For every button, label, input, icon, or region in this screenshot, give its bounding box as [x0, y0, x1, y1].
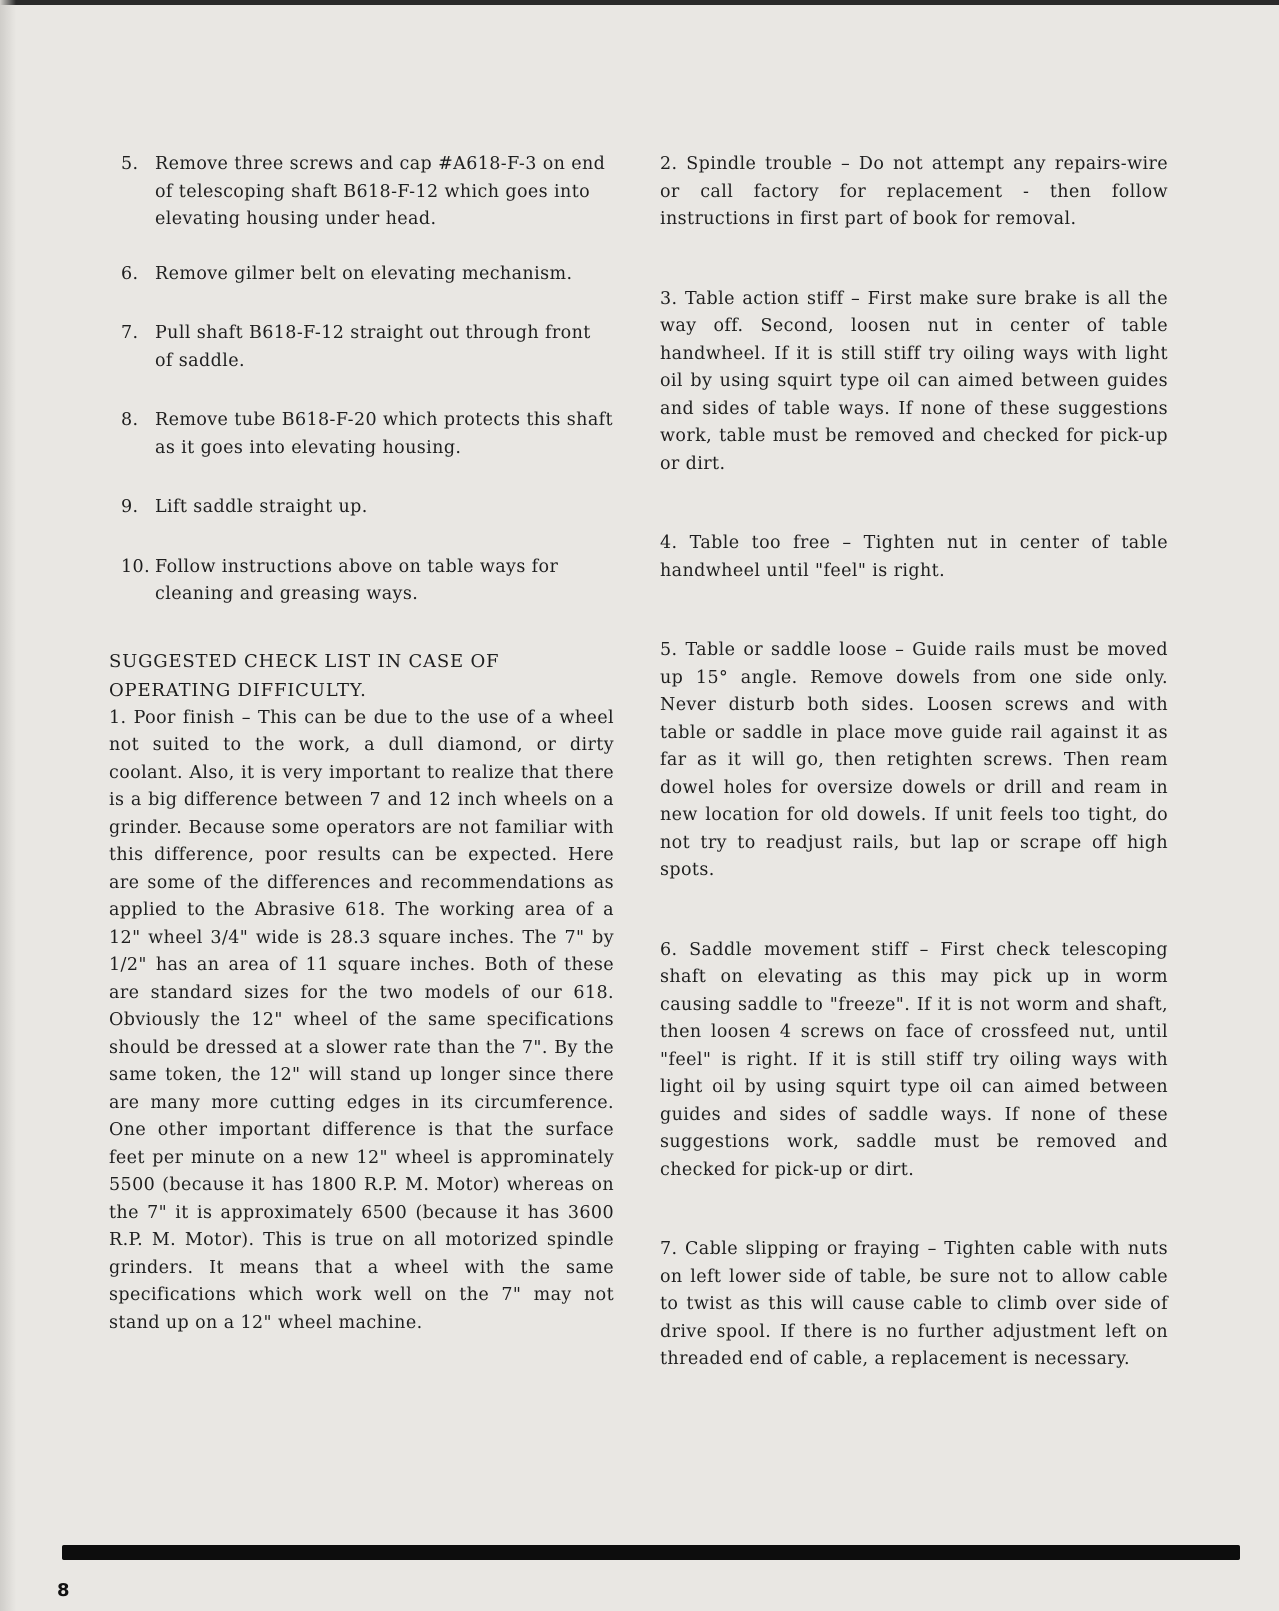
step-item — [109, 554, 614, 609]
step-number: 5. — [121, 154, 139, 174]
step-number: 6. — [121, 263, 139, 284]
step-item — [109, 494, 614, 522]
step-text: Remove gilmer belt on elevating mechanism. — [155, 263, 573, 284]
page-shadow — [0, 0, 16, 1611]
step-number: 8. — [121, 410, 139, 430]
step-item — [109, 407, 614, 462]
step-item — [109, 151, 614, 234]
checklist-heading: SUGGESTED CHECK LIST IN CASE OF OPERATING DIFFICULTY. — [109, 650, 500, 701]
page-number: 8 — [57, 1580, 70, 1601]
step-text: Lift saddle straight up. — [155, 497, 368, 517]
footer-rule — [62, 1545, 1240, 1560]
checklist-item-2: 2. Spindle trouble – Do not attempt any repairs-wire or call factory for replacement - then follow instructions in first part of book for removal. — [660, 154, 1168, 229]
step-number: 10. — [121, 556, 151, 577]
step-item — [109, 320, 614, 375]
checklist-item-5: 5. Table or saddle loose – Guide rails must be moved up 15° angle. Remove dowels from one side only. Never disturb both sides. Loosen screws and with table or saddle in place move guide rail against it as far as it will go, then retighten screws. Then ream dowel holes for oversize dowels or drill and ream in new location for old dowels. If unit feels too tight, do not try to readjust rails, but lap or scrape off high spots. — [660, 640, 1168, 880]
step-item — [109, 261, 614, 289]
checklist-item-6: 6. Saddle movement stiff – First check telescoping shaft on elevating as this may pick up in worm causing saddle to "freeze". If it is not worm and shaft, then loosen 4 screws on face of crossfeed nut, until "feel" is right. If it is still stiff try oiling ways with light oil by using squirt type oil can aimed between guides and sides of saddle ways. If none of these suggestions work, saddle must be removed and checked for pick-up or dirt. — [660, 939, 1168, 1180]
checklist-item-4: 4. Table too free – Tighten nut in center of table handwheel until "feel" is right. — [660, 533, 1168, 581]
top-edge-line — [0, 0, 1279, 5]
step-text: Remove three screws and cap #A618-F-3 on end of telescoping shaft B618-F-12 which goes into elevating housing under head. — [155, 154, 606, 229]
step-number: 7. — [121, 323, 139, 343]
checklist-item-7: 7. Cable slipping or fraying – Tighten cable with nuts on left lower side of table, be sure not to allow cable to twist as this will cause cable to climb over side of drive spool. If there is no further adjustment left on threaded end of cable, a replacement is necessary. — [660, 1239, 1168, 1369]
right-column — [660, 151, 1168, 1426]
step-text: Remove tube B618-F-20 which protects this shaft as it goes into elevating housing. — [155, 410, 613, 458]
poor-finish-paragraph: 1. Poor finish – This can be due to the use of a wheel not suited to the work, a dull diamond, or dirty coolant. Also, it is very important to realize that there is a big difference between 7 and 12 inch wheels on a grinder. Because some operators are not familiar with this difference, poor results can be expected. Here are some of the differences and recommendations as applied to the Abrasive 618. The working area of a 12" wheel 3/4" wide is 28.3 square inches. The 7" by 1/2" has an area of 11 square inches. Both of these are standard sizes for the two models of our 618. Obviously the 12" wheel of the same specifications should be dressed at a slower rate than the 7". By the same token, the 12" will stand up longer since there are many more cutting edges in its circumference. One other important difference is that the surface feet per minute on a new 12" wheel is approminately 5500 (because it has 1800 R.P. M. Motor) whereas on the 7" it is approximately 6500 (because it has 3600 R.P. M. Motor). This is true on all motorized spindle grinders. It means that a wheel with the same specifications which work well on the 7" may not stand up on a 12" wheel machine. — [109, 707, 614, 1333]
left-column — [109, 151, 614, 1337]
checklist-item-3: 3. Table action stiff – First make sure brake is all the way off. Second, loosen nut in center of table handwheel. If it is still stiff try oiling ways with light oil by using squirt type oil can aimed between guides and sides of table ways. If none of these suggestions work, table must be removed and checked for pick-up or dirt. — [660, 288, 1168, 474]
step-number: 9. — [121, 497, 139, 517]
step-text: Pull shaft B618-F-12 straight out through front of saddle. — [155, 323, 591, 371]
step-text: Follow instructions above on table ways for cleaning and greasing ways. — [155, 556, 559, 604]
